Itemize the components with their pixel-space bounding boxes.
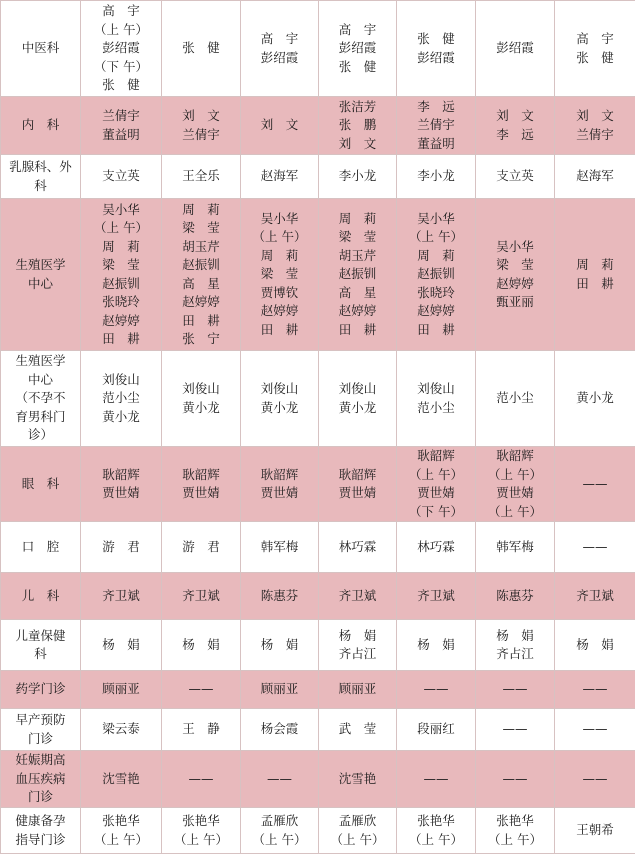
doctor-cell: 刘俊山 黄小龙 [241,351,319,447]
doctor-cell: 支立英 [81,155,162,199]
doctor-cell: 刘俊山 黄小龙 [162,351,241,447]
doctor-cell: 张艳华 （上 午） [162,808,241,854]
doctor-cell: 赵海军 [241,155,319,199]
department-cell: 儿童保健 科 [1,620,81,671]
doctor-cell: 杨 娟 [555,620,635,671]
doctor-cell: 刘 文 兰倩宇 [162,97,241,155]
doctor-cell: 李小龙 [397,155,476,199]
doctor-cell: 孟雁欣 （上 午） [241,808,319,854]
department-cell: 儿 科 [1,573,81,620]
doctor-cell: 吴小华 （上 午） 周 莉 赵振钏 张晓玲 赵婷婷 田 耕 [397,199,476,351]
doctor-cell: 吴小华 （上 午） 周 莉 梁 莹 赵振钏 张晓玲 赵婷婷 田 耕 [81,199,162,351]
schedule-row [1,97,635,155]
doctor-cell: 孟雁欣 （上 午） [319,808,397,854]
doctor-cell: 武 莹 [319,709,397,751]
doctor-cell: 齐卫斌 [162,573,241,620]
doctor-cell: 林巧霖 [397,522,476,573]
doctor-cell: 耿韶辉 贾世婧 [241,447,319,522]
doctor-cell: 王朝希 [555,808,635,854]
schedule-row [1,573,635,620]
doctor-cell: 林巧霖 [319,522,397,573]
doctor-cell: 张 健 [162,1,241,97]
doctor-cell: 段丽红 [397,709,476,751]
doctor-cell: —— [476,709,555,751]
doctor-cell: 张艳华 （上 午） [397,808,476,854]
doctor-cell: —— [476,751,555,808]
doctor-cell: 韩军梅 [241,522,319,573]
doctor-cell: 王全乐 [162,155,241,199]
doctor-cell: 顾丽亚 [241,671,319,709]
doctor-cell: —— [397,671,476,709]
department-cell: 妊娠期高 血压疾病 门诊 [1,751,81,808]
department-cell: 生殖医学 中心 [1,199,81,351]
doctor-cell: 梁云泰 [81,709,162,751]
doctor-cell: —— [555,522,635,573]
doctor-cell: 张艳华 （上 午） [81,808,162,854]
schedule-row [1,155,635,199]
doctor-cell: 黄小龙 [555,351,635,447]
doctor-cell: 范小尘 [476,351,555,447]
department-cell: 生殖医学 中心 （不孕不 育男科门 诊） [1,351,81,447]
doctor-cell: 高 宇 彭绍霞 [241,1,319,97]
doctor-cell: 刘俊山 范小尘 [397,351,476,447]
department-cell: 早产预防 门诊 [1,709,81,751]
doctor-cell: 耿韶辉 （上 午） 贾世婧 （上 午） [476,447,555,522]
schedule-row [1,522,635,573]
doctor-cell: 杨 娟 齐占江 [319,620,397,671]
doctor-cell: 齐卫斌 [555,573,635,620]
doctor-cell: 吴小华 梁 莹 赵婷婷 甄亚丽 [476,199,555,351]
doctor-cell: —— [555,751,635,808]
doctor-cell: 耿韶辉 贾世婧 [81,447,162,522]
schedule-body [1,1,635,854]
doctor-cell: 杨会霞 [241,709,319,751]
doctor-cell: 高 宇 彭绍霞 张 健 [319,1,397,97]
department-cell: 中医科 [1,1,81,97]
department-cell: 乳腺科、外 科 [1,155,81,199]
doctor-cell: —— [162,751,241,808]
doctor-cell: 耿韶辉 （上 午） 贾世婧 （下 午） [397,447,476,522]
doctor-cell: 刘俊山 范小尘 黄小龙 [81,351,162,447]
doctor-cell: 支立英 [476,155,555,199]
doctor-cell: —— [476,671,555,709]
doctor-cell: 顾丽亚 [319,671,397,709]
doctor-cell: —— [162,671,241,709]
schedule-row [1,671,635,709]
doctor-cell: 赵海军 [555,155,635,199]
doctor-cell: 刘 文 兰倩宇 [555,97,635,155]
doctor-cell: 陈惠芬 [476,573,555,620]
schedule-row [1,709,635,751]
schedule-row [1,447,635,522]
doctor-cell: 高 宇 张 健 [555,1,635,97]
doctor-cell: 张洁芳 张 鹏 刘 文 [319,97,397,155]
doctor-cell: 游 君 [162,522,241,573]
schedule-row [1,1,635,97]
doctor-cell: 刘俊山 黄小龙 [319,351,397,447]
doctor-cell: 兰倩宇 董益明 [81,97,162,155]
doctor-cell: 刘 文 李 远 [476,97,555,155]
doctor-cell: 齐卫斌 [397,573,476,620]
doctor-cell: —— [555,447,635,522]
doctor-cell: 周 莉 田 耕 [555,199,635,351]
doctor-cell: 陈惠芬 [241,573,319,620]
doctor-cell: —— [555,671,635,709]
doctor-cell: 杨 娟 [81,620,162,671]
doctor-cell: 杨 娟 齐占江 [476,620,555,671]
doctor-cell: 杨 娟 [162,620,241,671]
schedule-row [1,808,635,854]
doctor-cell: 耿韶辉 贾世婧 [319,447,397,522]
doctor-cell: 齐卫斌 [319,573,397,620]
department-cell: 内 科 [1,97,81,155]
doctor-cell: 齐卫斌 [81,573,162,620]
doctor-cell: 王 静 [162,709,241,751]
doctor-cell: —— [241,751,319,808]
doctor-cell: 沈雪艳 [319,751,397,808]
doctor-cell: —— [555,709,635,751]
department-cell: 药学门诊 [1,671,81,709]
schedule-row [1,351,635,447]
doctor-cell: —— [397,751,476,808]
doctor-cell: 高 宇 （上 午） 彭绍霞 （下 午） 张 健 [81,1,162,97]
doctor-cell: 沈雪艳 [81,751,162,808]
doctor-cell: 张艳华 （上 午） [476,808,555,854]
doctor-cell: 刘 文 [241,97,319,155]
doctor-cell: 彭绍霞 [476,1,555,97]
doctor-cell: 吴小华 （上 午） 周 莉 梁 莹 贾博钦 赵婷婷 田 耕 [241,199,319,351]
department-cell: 口 腔 [1,522,81,573]
doctor-cell: 顾丽亚 [81,671,162,709]
doctor-cell: 耿韶辉 贾世婧 [162,447,241,522]
schedule-row [1,751,635,808]
department-cell: 眼 科 [1,447,81,522]
doctor-cell: 李小龙 [319,155,397,199]
doctor-cell: 韩军梅 [476,522,555,573]
doctor-cell: 游 君 [81,522,162,573]
doctor-cell: 杨 娟 [397,620,476,671]
doctor-cell: 周 莉 梁 莹 胡玉芹 赵振钏 高 星 赵婷婷 田 耕 张 宁 [162,199,241,351]
doctor-cell: 张 健 彭绍霞 [397,1,476,97]
schedule-row [1,199,635,351]
doctor-cell: 周 莉 梁 莹 胡玉芹 赵振钏 高 星 赵婷婷 田 耕 [319,199,397,351]
schedule-row [1,620,635,671]
department-cell: 健康备孕 指导门诊 [1,808,81,854]
doctor-cell: 李 远 兰倩宇 董益明 [397,97,476,155]
doctor-cell: 杨 娟 [241,620,319,671]
